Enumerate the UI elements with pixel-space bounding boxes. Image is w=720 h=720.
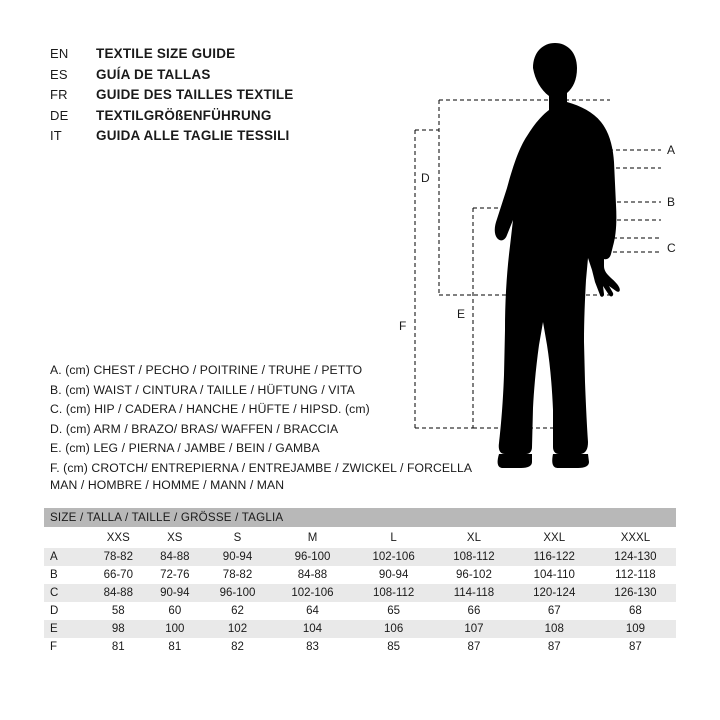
title-text: GUIDA ALLE TAGLIE TESSILI [96, 128, 290, 143]
cell: 126-130 [595, 584, 676, 602]
cell: 87 [434, 638, 513, 656]
cell: 96-102 [434, 566, 513, 584]
cell: 84-88 [90, 584, 147, 602]
cell: 65 [353, 602, 434, 620]
cell: 60 [147, 602, 204, 620]
language-code: EN [50, 46, 69, 61]
cell: 100 [147, 620, 204, 638]
column-header-xxxl: XXXL [595, 527, 676, 548]
cell: 64 [272, 602, 353, 620]
cell: 108-112 [434, 548, 513, 566]
title-text: TEXTILGRÖßENFÜHRUNG [96, 107, 272, 123]
cell: 67 [514, 602, 595, 620]
cell: 104-110 [514, 566, 595, 584]
cell: 116-122 [514, 548, 595, 566]
cell: 90-94 [147, 584, 204, 602]
cell: 112-118 [595, 566, 676, 584]
figure-label-f: F [399, 319, 407, 333]
cell: 81 [147, 638, 204, 656]
table-column-headers [44, 527, 676, 548]
language-code: DE [50, 107, 69, 123]
cell: 84-88 [147, 548, 204, 566]
size-table-body [44, 508, 676, 656]
cell: 108 [514, 620, 595, 638]
legend-line-f: F. (cm) CROTCH/ ENTREPIERNA / ENTREJAMBE / ZWICKEL / FORCELLA [50, 460, 473, 475]
cell: 98 [90, 620, 147, 638]
cell: 87 [514, 638, 595, 656]
legend-line-d: D. (cm) ARM / BRAZO/ BRAS/ WAFFEN / BRACCIA [50, 421, 339, 436]
language-code: IT [50, 128, 62, 143]
legend-line-c: C. (cm) HIP / CADERA / HANCHE / HÜFTE / HIPSD. (cm) [50, 402, 370, 416]
cell: 124-130 [595, 548, 676, 566]
gender-label: MAN / HOMBRE / HOMME / MANN / MAN [50, 478, 285, 492]
row-label-e: E [44, 620, 90, 638]
figure-label-d: D [421, 171, 430, 185]
column-header-l: L [353, 527, 434, 548]
cell: 78-82 [90, 548, 147, 566]
cell: 58 [90, 602, 147, 620]
figure-label-b: B [667, 195, 676, 209]
cell: 84-88 [272, 566, 353, 584]
table-row [44, 584, 676, 602]
cell: 102 [203, 620, 272, 638]
language-code: ES [50, 66, 68, 82]
cell: 68 [595, 602, 676, 620]
cell: 96-100 [203, 584, 272, 602]
cell: 104 [272, 620, 353, 638]
cell: 72-76 [147, 566, 204, 584]
cell: 120-124 [514, 584, 595, 602]
cell: 102-106 [272, 584, 353, 602]
row-label-a: A [44, 548, 90, 566]
body-diagram [395, 30, 695, 480]
cell: 82 [203, 638, 272, 656]
cell: 106 [353, 620, 434, 638]
row-label-c: C [44, 584, 90, 602]
legend-line-a: A. (cm) CHEST / PECHO / POITRINE / TRUHE / PETTO [50, 363, 363, 377]
cell: 114-118 [434, 584, 513, 602]
cell: 81 [90, 638, 147, 656]
cell: 102-106 [353, 548, 434, 566]
cell: 90-94 [203, 548, 272, 566]
size-table [44, 508, 676, 656]
title-text: GUÍA DE TALLAS [96, 66, 211, 82]
cell: 87 [595, 638, 676, 656]
table-row [44, 566, 676, 584]
column-header-xs: XS [147, 527, 204, 548]
row-label-f: F [44, 638, 90, 656]
cell: 108-112 [353, 584, 434, 602]
column-header-s: S [203, 527, 272, 548]
column-header-xxs: XXS [90, 527, 147, 548]
column-header-xl: XL [434, 527, 513, 548]
row-label-d: D [44, 602, 90, 620]
column-header-m: M [272, 527, 353, 548]
figure-label-a: A [667, 143, 676, 157]
cell: 96-100 [272, 548, 353, 566]
cell: 90-94 [353, 566, 434, 584]
legend-line-b: B. (cm) WAIST / CINTURA / TAILLE / HÜFTUNG / VITA [50, 382, 355, 397]
title-text: GUIDE DES TAILLES TEXTILE [96, 87, 294, 102]
table-header-band [44, 508, 676, 527]
figure-label-e: E [457, 307, 466, 321]
cell: 66 [434, 602, 513, 620]
cell: 78-82 [203, 566, 272, 584]
language-code: FR [50, 87, 68, 102]
cell: 66-70 [90, 566, 147, 584]
table-header-title: SIZE / TALLA / TAILLE / GRÖSSE / TAGLIA [44, 508, 676, 527]
row-label-b: B [44, 566, 90, 584]
corner-cell [44, 527, 90, 548]
cell: 85 [353, 638, 434, 656]
cell: 109 [595, 620, 676, 638]
cell: 107 [434, 620, 513, 638]
table-row [44, 602, 676, 620]
legend-line-e: E. (cm) LEG / PIERNA / JAMBE / BEIN / GAMBA [50, 441, 320, 455]
table-row [44, 548, 676, 566]
table-row [44, 638, 676, 656]
cell: 83 [272, 638, 353, 656]
figure-label-c: C [667, 241, 676, 255]
title-text: TEXTILE SIZE GUIDE [96, 46, 236, 61]
table-row [44, 620, 676, 638]
silhouette-icon [495, 43, 620, 468]
column-header-xxl: XXL [514, 527, 595, 548]
cell: 62 [203, 602, 272, 620]
